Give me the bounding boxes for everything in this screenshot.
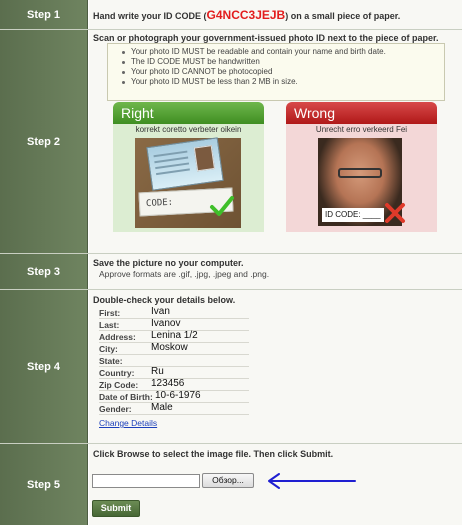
- file-path-input[interactable]: [92, 474, 200, 488]
- step-content-5: [89, 444, 462, 525]
- step1-text-before: Hand write your ID CODE (: [93, 11, 207, 21]
- detail-label: Gender:: [99, 404, 132, 414]
- rule-text: The ID CODE MUST be handwritten: [131, 57, 260, 66]
- detail-value: Ivanov: [151, 318, 181, 329]
- step2-instruction: Scan or photograph your government-issued photo ID next to the piece of paper.: [93, 33, 439, 43]
- glasses-shape: [338, 168, 382, 178]
- detail-label: State:: [99, 356, 123, 366]
- step-row-5: [0, 444, 462, 525]
- step1-instruction: [93, 8, 400, 22]
- step-content-1: [89, 0, 462, 29]
- detail-row-state: [99, 355, 249, 367]
- rule-item: [122, 67, 444, 77]
- check-icon: [209, 194, 235, 218]
- detail-row-gender: [99, 403, 249, 415]
- detail-value: Ru: [151, 366, 164, 377]
- detail-label: Zip Code:: [99, 380, 139, 390]
- detail-value: Lenina 1/2: [151, 330, 198, 341]
- id-code: G4NCC3JEJB: [206, 8, 286, 22]
- rule-text: Your photo ID MUST be readable and contain your name and birth date.: [131, 47, 386, 56]
- left-arrow-icon: [265, 472, 357, 490]
- wrong-code-label: ID CODE: ____: [322, 208, 384, 222]
- detail-label: City:: [99, 344, 118, 354]
- id-card-lines: [153, 151, 187, 158]
- rule-item: [122, 47, 444, 57]
- bullet-icon: [122, 51, 125, 54]
- browse-button[interactable]: Обзор...: [202, 473, 254, 488]
- x-icon: [384, 202, 406, 224]
- detail-value: 123456: [151, 378, 185, 389]
- right-example-caption: korrekt coretto verbeter oikein: [135, 125, 242, 134]
- wrong-example-panel: [286, 102, 437, 232]
- bullet-icon: [122, 71, 125, 74]
- detail-value: Ivan: [151, 306, 170, 317]
- detail-label: Address:: [99, 332, 136, 342]
- detail-label: Date of Birth:: [99, 392, 153, 402]
- right-example-title: Right: [113, 102, 264, 124]
- step-label-4: Step 4: [0, 290, 88, 443]
- step1-text-after: ) on a small piece of paper.: [285, 11, 401, 21]
- bullet-icon: [122, 81, 125, 84]
- paper-code-label: CODE:: [145, 197, 174, 210]
- right-example-panel: [113, 102, 264, 232]
- submit-button[interactable]: Submit: [92, 500, 140, 517]
- step-label-1: Step 1: [0, 0, 88, 29]
- detail-label: Country:: [99, 368, 135, 378]
- rule-item: [122, 77, 444, 87]
- detail-row-city: [99, 343, 249, 355]
- detail-label: Last:: [99, 320, 120, 330]
- step-content-4: [89, 290, 462, 443]
- bullet-icon: [122, 61, 125, 64]
- rules-box: [107, 43, 445, 101]
- step4-title: Double-check your details below.: [93, 295, 236, 305]
- wrong-example-caption: Unrecht erro verkeerd Fei: [315, 125, 408, 134]
- detail-value: Moskow: [151, 342, 188, 353]
- step5-instruction: Click Browse to select the image file. Then click Submit.: [93, 449, 334, 459]
- step-content-3: [89, 254, 462, 289]
- step3-formats: Approve formats are .gif, .jpg, .jpeg and .png.: [99, 269, 270, 279]
- step-row-3: [0, 254, 462, 289]
- wrong-example-body: [286, 124, 437, 232]
- rule-item: [122, 57, 444, 67]
- step-label-5: Step 5: [0, 444, 88, 525]
- detail-label: First:: [99, 308, 121, 318]
- rule-text: Your photo ID CANNOT be photocopied: [131, 67, 273, 76]
- detail-row-dob: [99, 391, 249, 403]
- step-row-4: [0, 290, 462, 443]
- rule-text: Your photo ID MUST be less than 2 MB in size.: [131, 77, 298, 86]
- step-content-2: [89, 30, 462, 253]
- wrong-example-title: Wrong: [286, 102, 437, 124]
- step-label-2: Step 2: [0, 30, 88, 253]
- step-row-2: [0, 30, 462, 253]
- step-row-1: [0, 0, 462, 29]
- id-card-photo: [194, 145, 215, 171]
- step-label-3: Step 3: [0, 254, 88, 289]
- step3-title: Save the picture no your computer.: [93, 258, 244, 268]
- detail-value: 10-6-1976: [155, 390, 201, 401]
- change-details-link[interactable]: Change Details: [99, 418, 158, 428]
- right-example-body: [113, 124, 264, 232]
- detail-value: Male: [151, 402, 173, 413]
